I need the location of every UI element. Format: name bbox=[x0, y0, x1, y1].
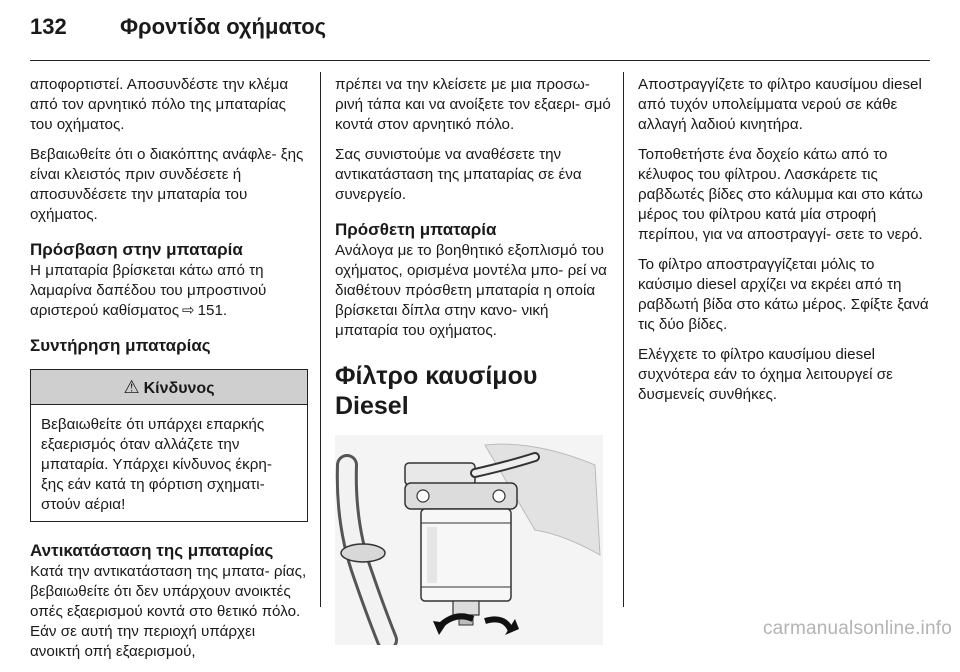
warning-body bbox=[31, 405, 307, 521]
heading-extra-battery: Πρόσθετη μπαταρία bbox=[335, 220, 497, 239]
paragraph: πρέπει να την κλείσετε με μια προσω‐ ρινή τάπα και να ανοίξετε τον εξαερι‐ σμό κοντά στον αρνητικό πόλο. bbox=[335, 76, 611, 133]
page-reference[interactable]: 151. bbox=[197, 302, 228, 319]
paragraph: Σας συνιστούμε να αναθέσετε την αντικατάσταση της μπαταρίας σε ένα συνεργείο. bbox=[335, 146, 582, 203]
column-3 bbox=[638, 75, 930, 415]
paragraph: Το φίλτρο αποστραγγίζεται μόλις το καύσιμο diesel αρχίζει να εκρέει από τη ραβδωτή βίδα στο κάτω μέρος. Σφίξτε ξανά τις δύο βίδες. bbox=[638, 256, 929, 333]
column-divider bbox=[320, 72, 321, 607]
warning-header bbox=[31, 370, 307, 405]
heading-battery-maintenance: Συντήρηση μπαταρίας bbox=[30, 336, 211, 355]
paragraph: Αποστραγγίζετε το φίλτρο καυσίμου diesel από τυχόν υπολείμματα νερού σε κάθε αλλαγή λαδιού κινητήρα. bbox=[638, 76, 922, 133]
paragraph-battery-access bbox=[30, 261, 308, 321]
warning-box bbox=[30, 369, 308, 522]
diesel-filter-illustration bbox=[335, 435, 603, 645]
warning-triangle-icon: ⚠ bbox=[123, 377, 140, 397]
page-number: 132 bbox=[30, 14, 67, 39]
paragraph: Τοποθετήστε ένα δοχείο κάτω από το κέλυφος του φίλτρου. Λασκάρετε τις ραβδωτές βίδες στο κάλυμμα και στο κάτω μέρος του φίλτρου κατά μία στροφή περίπου, για να αποστραγγί‐ σετε το νερό. bbox=[638, 146, 923, 243]
fuel-filter-drawing bbox=[335, 435, 603, 645]
watermark: carmanualsonline.info bbox=[762, 618, 952, 639]
column-1 bbox=[30, 75, 308, 672]
header-rule bbox=[30, 60, 930, 61]
paragraph: Βεβαιωθείτε ότι ο διακόπτης ανάφλε‐ ξης είναι κλειστός πριν συνδέσετε ή αποσυνδέσετε την μπαταρία του οχήματος. bbox=[30, 146, 304, 223]
warning-title: Κίνδυνος bbox=[143, 380, 215, 397]
paragraph: Ανάλογα με το βοηθητικό εξοπλισμό του οχήματος, ορισμένα μοντέλα μπο‐ ρεί να διαθέτουν πρόσθετη μπαταρία η οποία βρίσκεται δίπλα στην κανο‐ νική μπαταρία του οχήματος. bbox=[335, 242, 607, 339]
heading-battery-replacement: Αντικατάσταση της μπαταρίας bbox=[30, 541, 274, 560]
heading-battery-access: Πρόσβαση στην μπαταρία bbox=[30, 240, 243, 259]
paragraph: αποφορτιστεί. Αποσυνδέστε την κλέμα από τον αρνητικό πόλο της μπαταρίας του οχήματος. bbox=[30, 76, 289, 133]
heading-diesel-filter: Φίλτρο καυσίμου Diesel bbox=[335, 362, 538, 420]
arrow-ref-icon: ⇨ bbox=[182, 302, 195, 319]
paragraph: Κατά την αντικατάσταση της μπατα‐ ρίας, βεβαιωθείτε ότι δεν υπάρχουν ανοικτές οπές εξαερισμού κοντά στο θετικό πόλο. Εάν σε αυτή την περιοχή υπάρχει ανοικτή οπή εξαερισμού, bbox=[30, 563, 307, 660]
column-2 bbox=[335, 75, 613, 645]
page-title: Φροντίδα οχήματος bbox=[120, 14, 327, 39]
paragraph: Ελέγχετε το φίλτρο καυσίμου diesel συχνότερα εάν το όχημα λειτουργεί σε δυσμενείς συνθήκες. bbox=[638, 346, 893, 403]
warning-text: Βεβαιωθείτε ότι υπάρχει επαρκής εξαερισμός όταν αλλάζετε την μπαταρία. Υπάρχει κίνδυνος έκρη‐ ξης εάν κατά τη φόρτιση σχηματι‐ στούν αέρια! bbox=[41, 416, 272, 513]
access-text: Η μπαταρία βρίσκεται κάτω από τη λαμαρίνα δαπέδου του μπροστινού αριστερού καθίσματος bbox=[30, 262, 267, 319]
column-divider bbox=[623, 72, 624, 607]
